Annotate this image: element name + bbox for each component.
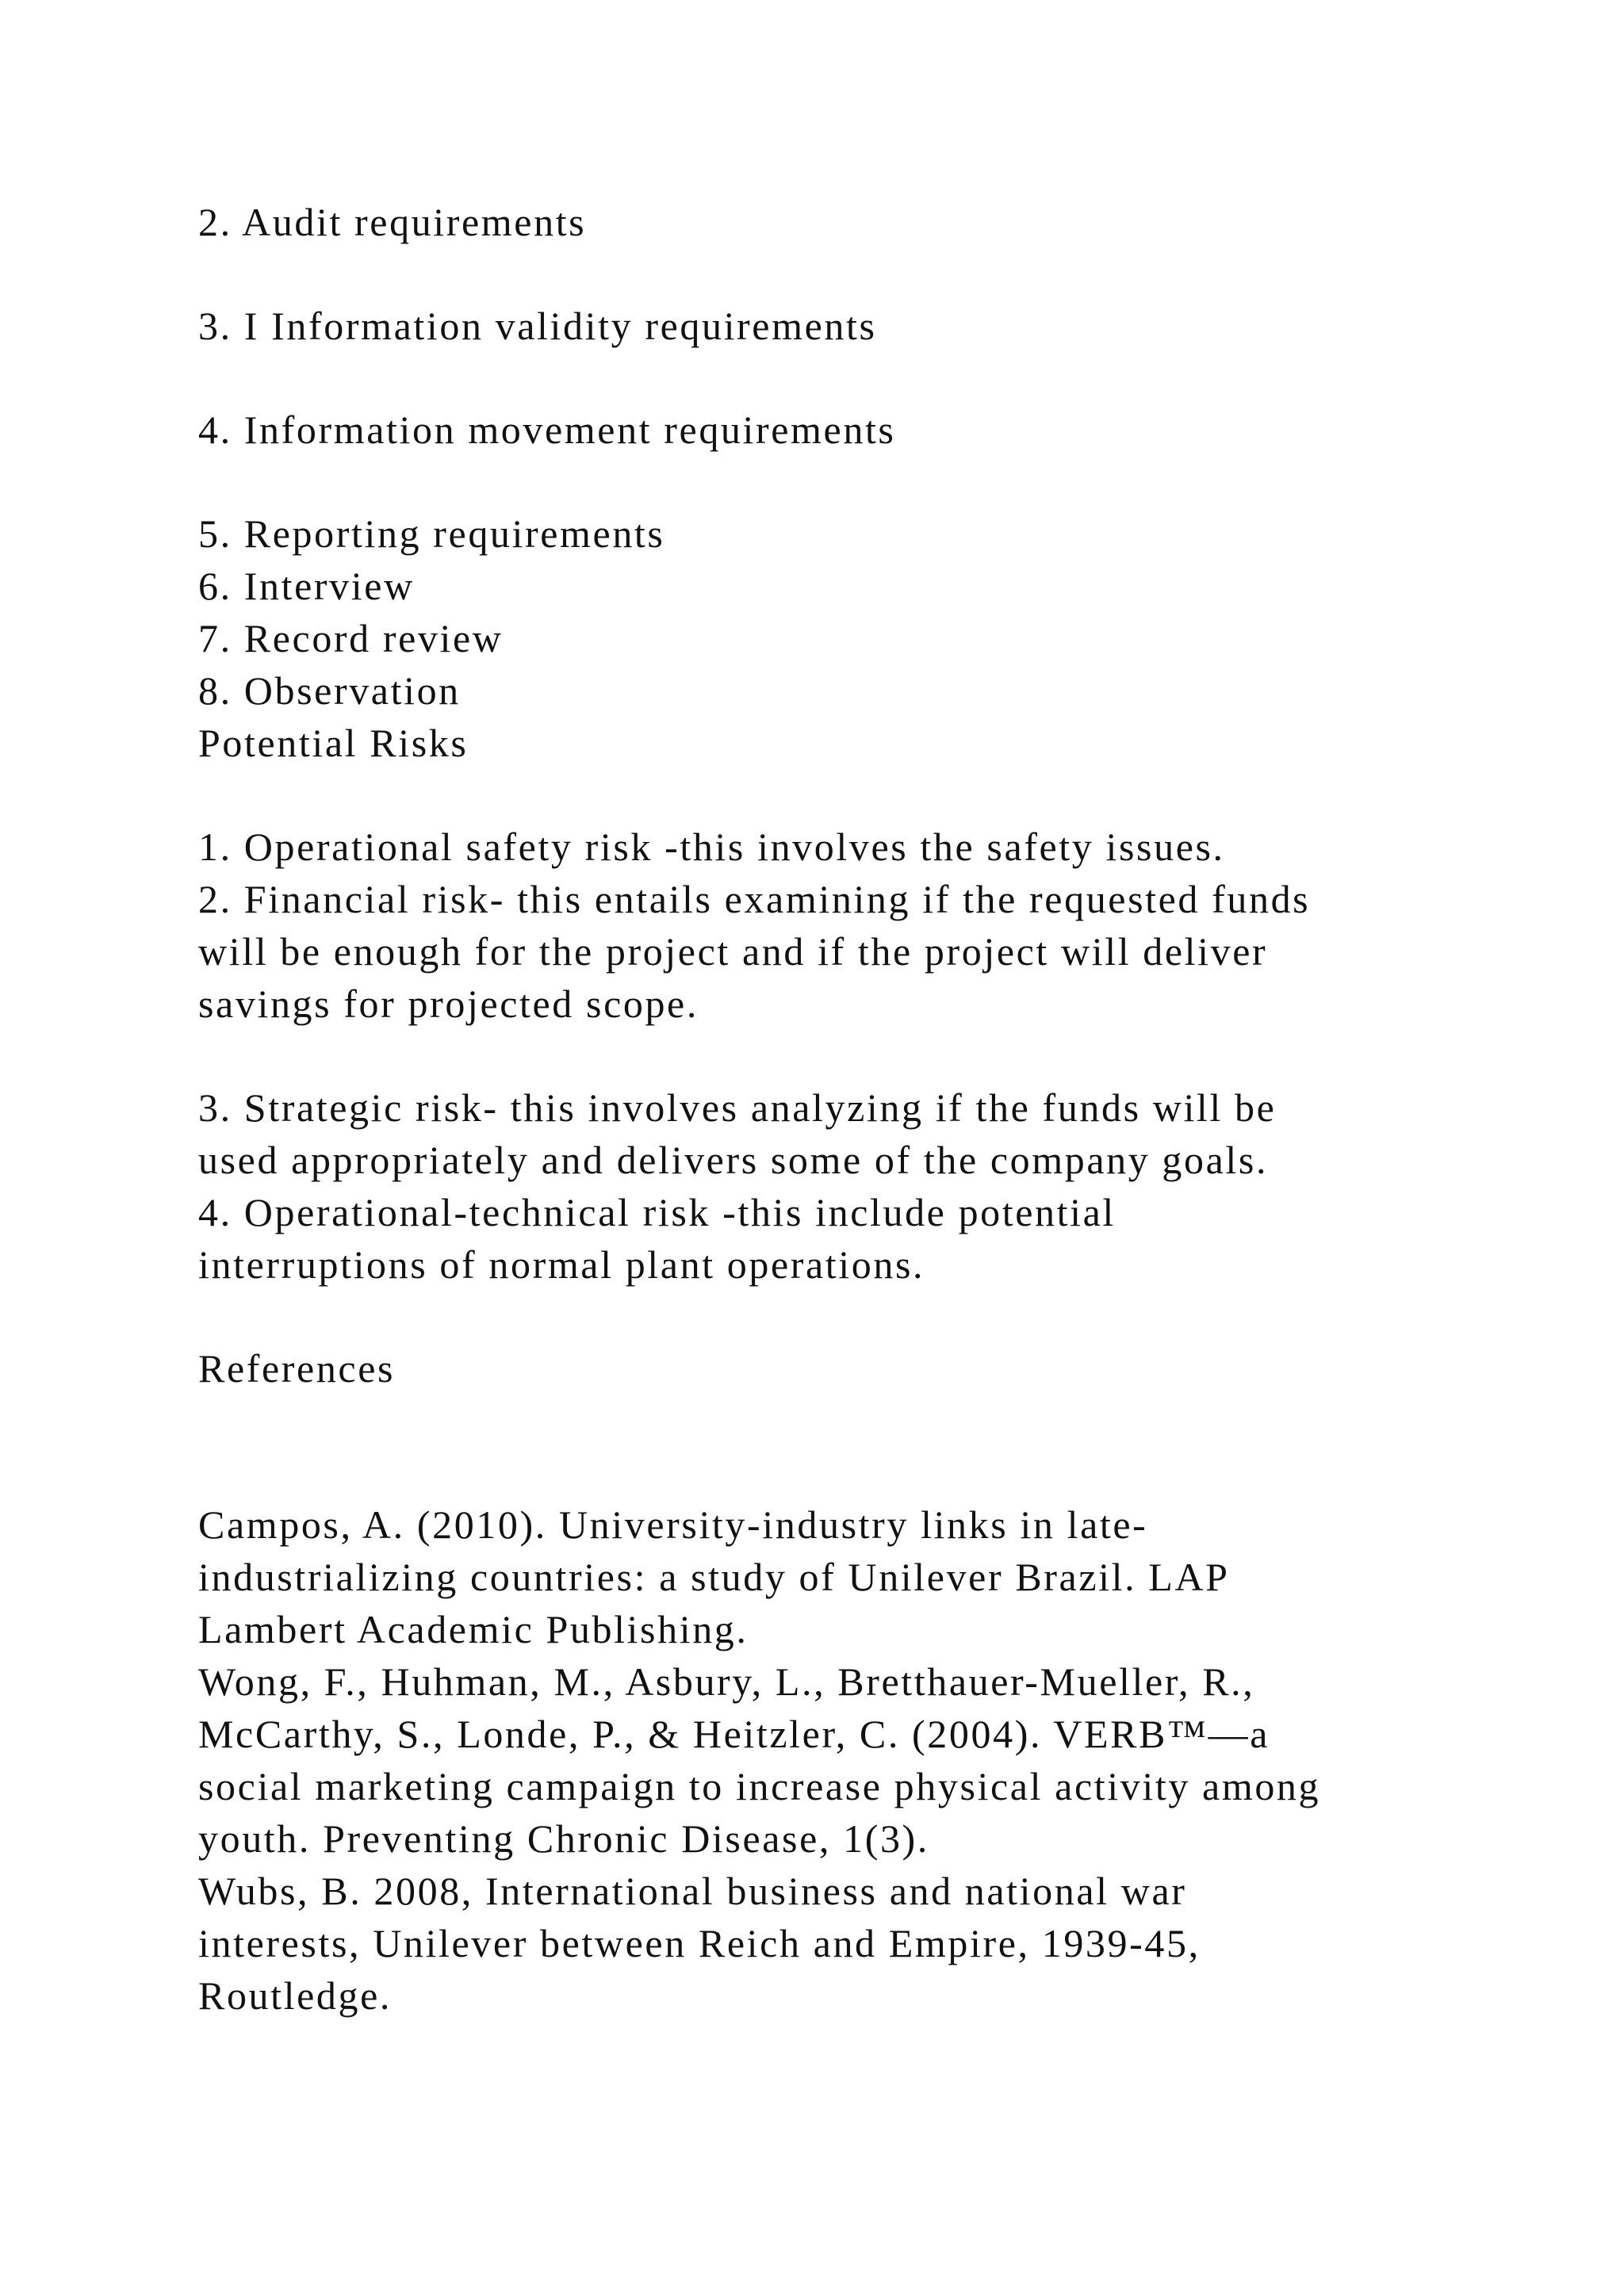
risk-item-strategic-line-2: used appropriately and delivers some of the company goals.	[198, 1138, 1269, 1182]
reference-wubs-line-1: Wubs, B. 2008, International business and national war	[198, 1869, 1187, 1913]
list-item-information-validity: 3. I Information validity requirements	[198, 304, 877, 348]
list-item-reporting-requirements: 5. Reporting requirements	[198, 511, 665, 556]
reference-wong-line-2: McCarthy, S., Londe, P., & Heitzler, C. (2004). VERB™—a	[198, 1712, 1270, 1756]
list-item-information-movement: 4. Information movement requirements	[198, 408, 896, 452]
reference-campos-line-3: Lambert Academic Publishing.	[198, 1607, 749, 1651]
reference-wong-line-3: social marketing campaign to increase physical activity among	[198, 1764, 1321, 1808]
list-item-interview: 6. Interview	[198, 564, 415, 608]
risk-item-financial-line-1: 2. Financial risk- this entails examining if the requested funds	[198, 877, 1311, 921]
list-item-record-review: 7. Record review	[198, 616, 504, 660]
reference-wong-line-4: youth. Preventing Chronic Disease, 1(3).	[198, 1816, 929, 1861]
reference-wubs-line-3: Routledge.	[198, 1973, 393, 2018]
risk-item-financial-line-2: will be enough for the project and if the project will deliver	[198, 929, 1268, 974]
section-heading-references: References	[198, 1346, 396, 1391]
section-heading-potential-risks: Potential Risks	[198, 721, 469, 765]
risk-item-financial-line-3: savings for projected scope.	[198, 982, 699, 1026]
risk-item-technical-line-1: 4. Operational-technical risk -this include potential	[198, 1190, 1116, 1234]
reference-wubs-line-2: interests, Unilever between Reich and Empire, 1939-45,	[198, 1921, 1201, 1965]
reference-wong-line-1: Wong, F., Huhman, M., Asbury, L., Bretthauer-Mueller, R.,	[198, 1659, 1255, 1704]
risk-item-operational-safety: 1. Operational safety risk -this involves the safety issues.	[198, 825, 1225, 869]
list-item-observation: 8. Observation	[198, 668, 461, 713]
list-item-audit-requirements: 2. Audit requirements	[198, 200, 587, 244]
risk-item-strategic-line-1: 3. Strategic risk- this involves analyzing if the funds will be	[198, 1085, 1277, 1130]
reference-campos-line-1: Campos, A. (2010). University-industry links in late-	[198, 1502, 1148, 1547]
risk-item-technical-line-2: interruptions of normal plant operations.	[198, 1242, 925, 1287]
reference-campos-line-2: industrializing countries: a study of Unilever Brazil. LAP	[198, 1555, 1230, 1599]
